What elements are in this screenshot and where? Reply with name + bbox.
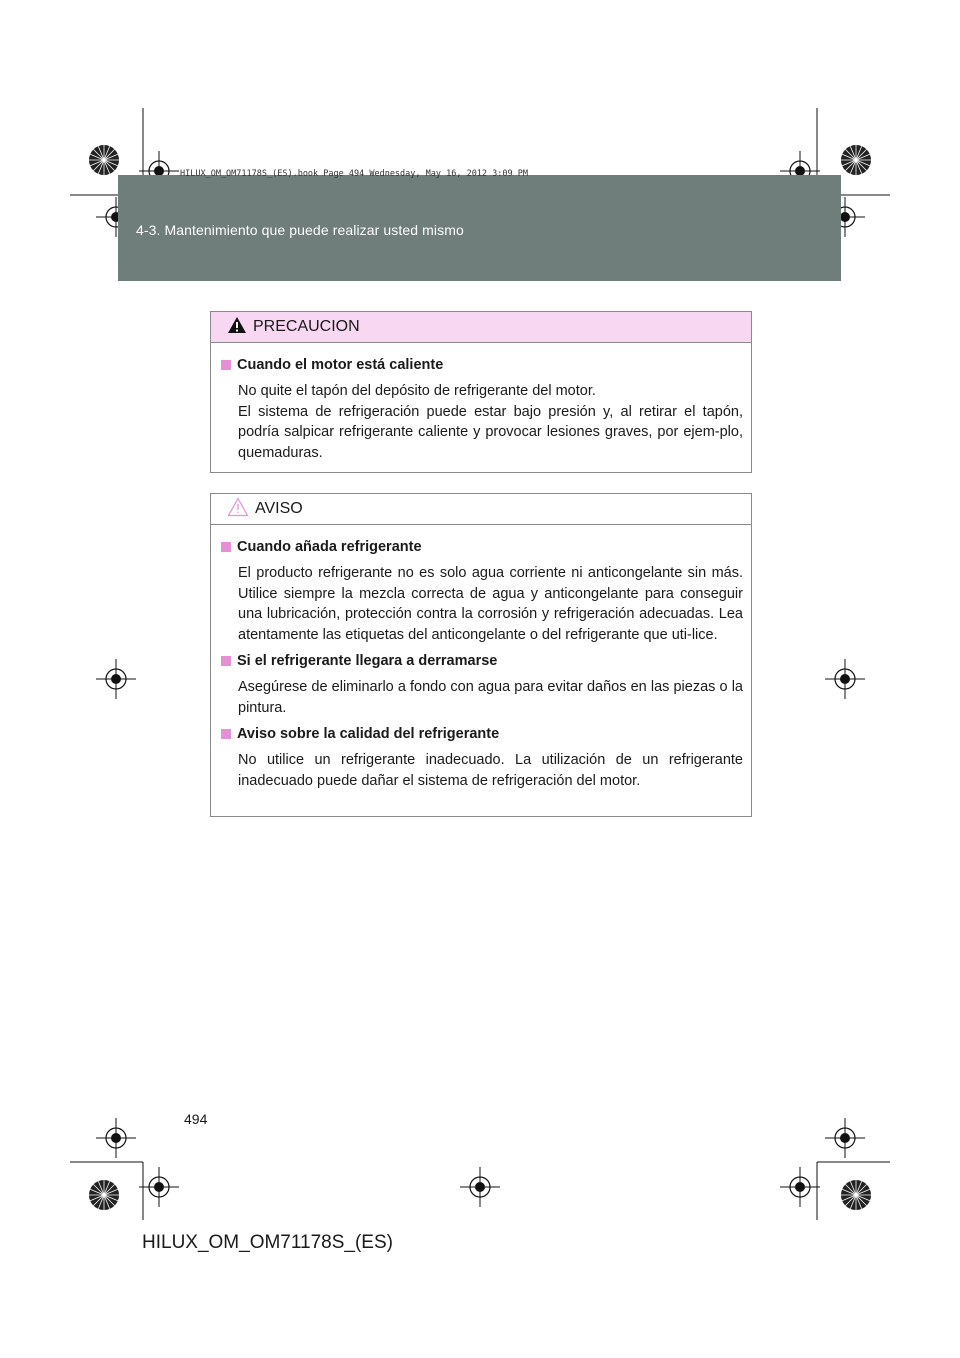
registration-mark: [780, 1167, 820, 1207]
notice-item-title: Cuando añada refrigerante: [221, 539, 743, 555]
bullet-square-icon: [221, 729, 231, 739]
registration-mark: [89, 1180, 119, 1210]
caution-box-header: [211, 312, 751, 343]
notice-item-title: Aviso sobre la calidad del refrigerante: [221, 726, 743, 742]
registration-mark: [139, 1167, 179, 1207]
warning-triangle-filled-icon: [227, 316, 247, 339]
registration-mark: [96, 659, 136, 699]
notice-heading: AVISO: [255, 500, 303, 517]
registration-mark: [460, 1167, 500, 1207]
caution-heading: PRECAUCION: [253, 318, 360, 335]
registration-mark: [825, 1118, 865, 1158]
caution-item-text: [238, 381, 743, 463]
registration-mark: [841, 1180, 871, 1210]
bullet-square-icon: [221, 656, 231, 666]
notice-item-text: [238, 563, 743, 645]
notice-box: [210, 493, 752, 817]
notice-item-title: Si el refrigerante llegara a derramarse: [221, 653, 743, 669]
notice-item-text: [238, 750, 743, 791]
registration-mark: [825, 659, 865, 699]
paragraph: No quite el tapón del depósito de refrigerante del motor.: [238, 383, 596, 399]
warning-triangle-outline-icon: [227, 497, 249, 522]
registration-mark: [96, 1118, 136, 1158]
paragraph: El producto refrigerante no es solo agua corriente ni anticongelante sin más. Utilice siempre la mezcla correcta de agua y anticongelante para conseguir una lubricación, protección contra la corrosión y refrigeración adecuadas. Lea atentamente las etiquetas del anticongelante o del refrigerante que uti-lice.: [238, 565, 743, 643]
paragraph: El sistema de refrigeración puede estar bajo presión y, al retirar el tapón, podría salpicar refrigerante caliente y provocar lesiones graves, por ejem-plo, quemaduras.: [238, 403, 743, 461]
caution-box: [210, 311, 752, 473]
caution-item-title: Cuando el motor está caliente: [221, 357, 743, 373]
section-title: 4-3. Mantenimiento que puede realizar usted mismo: [136, 222, 464, 238]
print-stamp: HILUX_OM_OM71178S_(ES).book Page 494 Wednesday, May 16, 2012 3:09 PM: [180, 169, 528, 179]
paragraph: No utilice un refrigerante inadecuado. La utilización de un refrigerante inadecuado puede dañar el sistema de refrigeración del motor.: [238, 752, 743, 789]
registration-mark: [841, 145, 871, 175]
bullet-square-icon: [221, 542, 231, 552]
notice-box-header: [211, 494, 751, 525]
paragraph: Asegúrese de eliminarlo a fondo con agua para evitar daños en las piezas o la pintura.: [238, 679, 743, 716]
page-number: 494: [184, 1111, 208, 1127]
registration-mark: [89, 145, 119, 175]
bullet-square-icon: [221, 360, 231, 370]
notice-item-text: [238, 677, 743, 718]
document-code: HILUX_OM_OM71178S_(ES): [142, 1232, 393, 1253]
